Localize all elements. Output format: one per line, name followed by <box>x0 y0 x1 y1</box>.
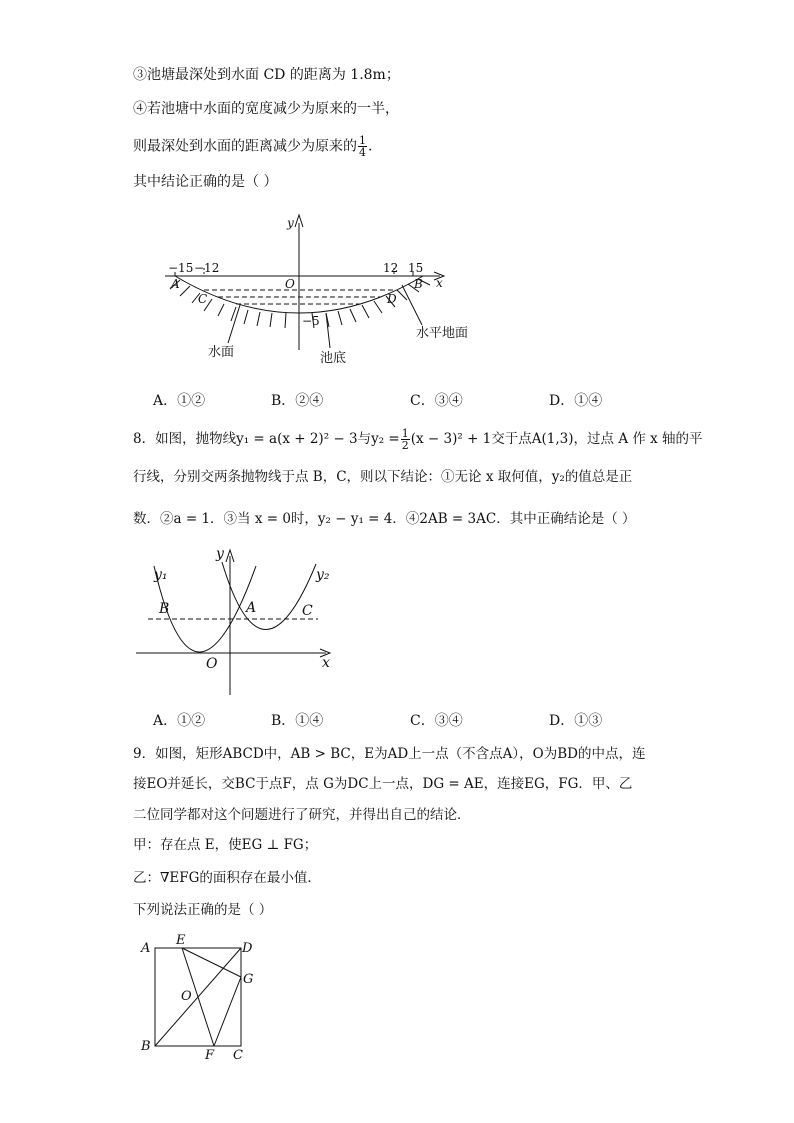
q8-line-3: 数．②a = 1．③当 x = 0时，y₂ − y₁ = 4．④2AB = 3AC．其中正确结论是（ ） <box>133 511 636 527</box>
q7-option-c[interactable]: C．③④ <box>410 393 463 409</box>
q9-point-D: D <box>242 941 253 956</box>
q9-rectangle-figure <box>135 930 265 1065</box>
q7-statement-4-text: 则最深处到水面的距离减少为原来的 <box>133 138 357 155</box>
q8-line-1 <box>133 428 703 451</box>
q7-options <box>153 390 673 410</box>
q9-segment-EG <box>182 948 241 977</box>
q8-fraction-den: 2 <box>401 439 409 452</box>
q7-x-label: x <box>436 276 443 290</box>
q8-parabola-figure <box>132 538 342 698</box>
q8-y1-label: y₁ <box>154 567 168 583</box>
q8-point-O: O <box>206 656 218 672</box>
q7-point-C: C <box>198 292 208 306</box>
q8-line-1-b: (x − 3)² + 1交于点A(1,3)，过点 A 作 x 轴的平 <box>410 431 703 447</box>
q8-x-label: x <box>322 655 330 671</box>
q7-tick-15: 15 <box>408 261 424 275</box>
q8-y2-label: y₂ <box>316 567 330 583</box>
q7-statement-4-end: . <box>368 138 373 155</box>
q8-y-label: y <box>216 546 224 562</box>
q9-point-C: C <box>233 1048 243 1063</box>
q9-line-2: 接EO并延长，交BC于点F，点 G为DC上一点，DG = AE，连接EG，FG．甲、乙 <box>133 776 633 792</box>
q7-fraction <box>358 135 367 158</box>
q7-point-B: B <box>414 277 423 291</box>
q9-point-E: E <box>176 933 186 948</box>
q7-tick-m15: −15 <box>168 261 194 275</box>
q7-option-a[interactable]: A．①② <box>153 393 206 409</box>
q8-option-a[interactable]: A．①② <box>153 713 206 729</box>
q8-options <box>153 710 673 730</box>
q9-segment-FG <box>214 977 241 1046</box>
q8-point-B: B <box>159 601 170 617</box>
q7-fraction-den: 4 <box>359 146 366 159</box>
q9-question: 下列说法正确的是（ ） <box>133 902 273 918</box>
q7-point-D: D <box>387 292 397 306</box>
q8-point-C: C <box>302 603 313 619</box>
q9-point-O: O <box>181 989 192 1004</box>
q9-point-A: A <box>141 941 151 956</box>
q7-pond-figure <box>140 205 470 375</box>
q7-bottom-label: 池底 <box>320 351 347 366</box>
q9-line-1: 9．如图，矩形ABCD中，AB > BC，E为AD上一点（不含点A），O为BD的中点，连 <box>133 746 646 762</box>
q7-statement-3: ③池塘最深处到水面 CD 的距离为 1.8m； <box>133 67 400 83</box>
q7-point-O: O <box>285 277 295 291</box>
q7-question: 其中结论正确的是（ ） <box>133 174 278 190</box>
q7-water-label: 水面 <box>208 345 235 360</box>
q7-option-d[interactable]: D．①④ <box>549 393 603 409</box>
q7-statement-4-cont <box>133 135 372 158</box>
q8-option-d[interactable]: D．①③ <box>549 713 603 729</box>
q9-statement-jia: 甲：存在点 E，使EG ⊥ FG； <box>133 837 318 853</box>
q9-point-G: G <box>243 972 254 987</box>
q9-point-F: F <box>205 1048 215 1063</box>
q7-option-b[interactable]: B．②④ <box>271 393 324 409</box>
q8-option-b[interactable]: B．①④ <box>271 713 324 729</box>
q8-point-A: A <box>246 600 257 616</box>
q8-line-2: 行线，分别交两条抛物线于点 B，C，则以下结论：①无论 x 取何值，y₂的值总是正 <box>133 469 633 485</box>
q9-statement-yi: 乙：∇EFG的面积存在最小值． <box>133 870 321 886</box>
q9-point-B: B <box>141 1039 151 1054</box>
q8-fraction-num: 1 <box>401 427 409 440</box>
q9-line-3: 二位同学都对这个问题进行了研究，并得出自己的结论． <box>133 807 471 823</box>
q7-tick-m5: −5 <box>302 314 320 328</box>
q7-fraction-num: 1 <box>359 134 366 147</box>
q8-line-1-a: 8．如图，抛物线y₁ = a(x + 2)² − 3与y₂ = <box>133 431 400 447</box>
q8-option-c[interactable]: C．③④ <box>410 713 463 729</box>
q7-y-label: y <box>287 216 294 230</box>
q7-statement-4: ④若池塘中水面的宽度减少为原来的一半， <box>133 101 399 117</box>
q7-tick-m12: −12 <box>194 261 220 275</box>
q7-tick-12: 12 <box>383 261 399 275</box>
q7-point-A: A <box>171 277 180 291</box>
q8-fraction <box>401 428 410 451</box>
q7-ground-label: 水平地面 <box>416 326 469 341</box>
